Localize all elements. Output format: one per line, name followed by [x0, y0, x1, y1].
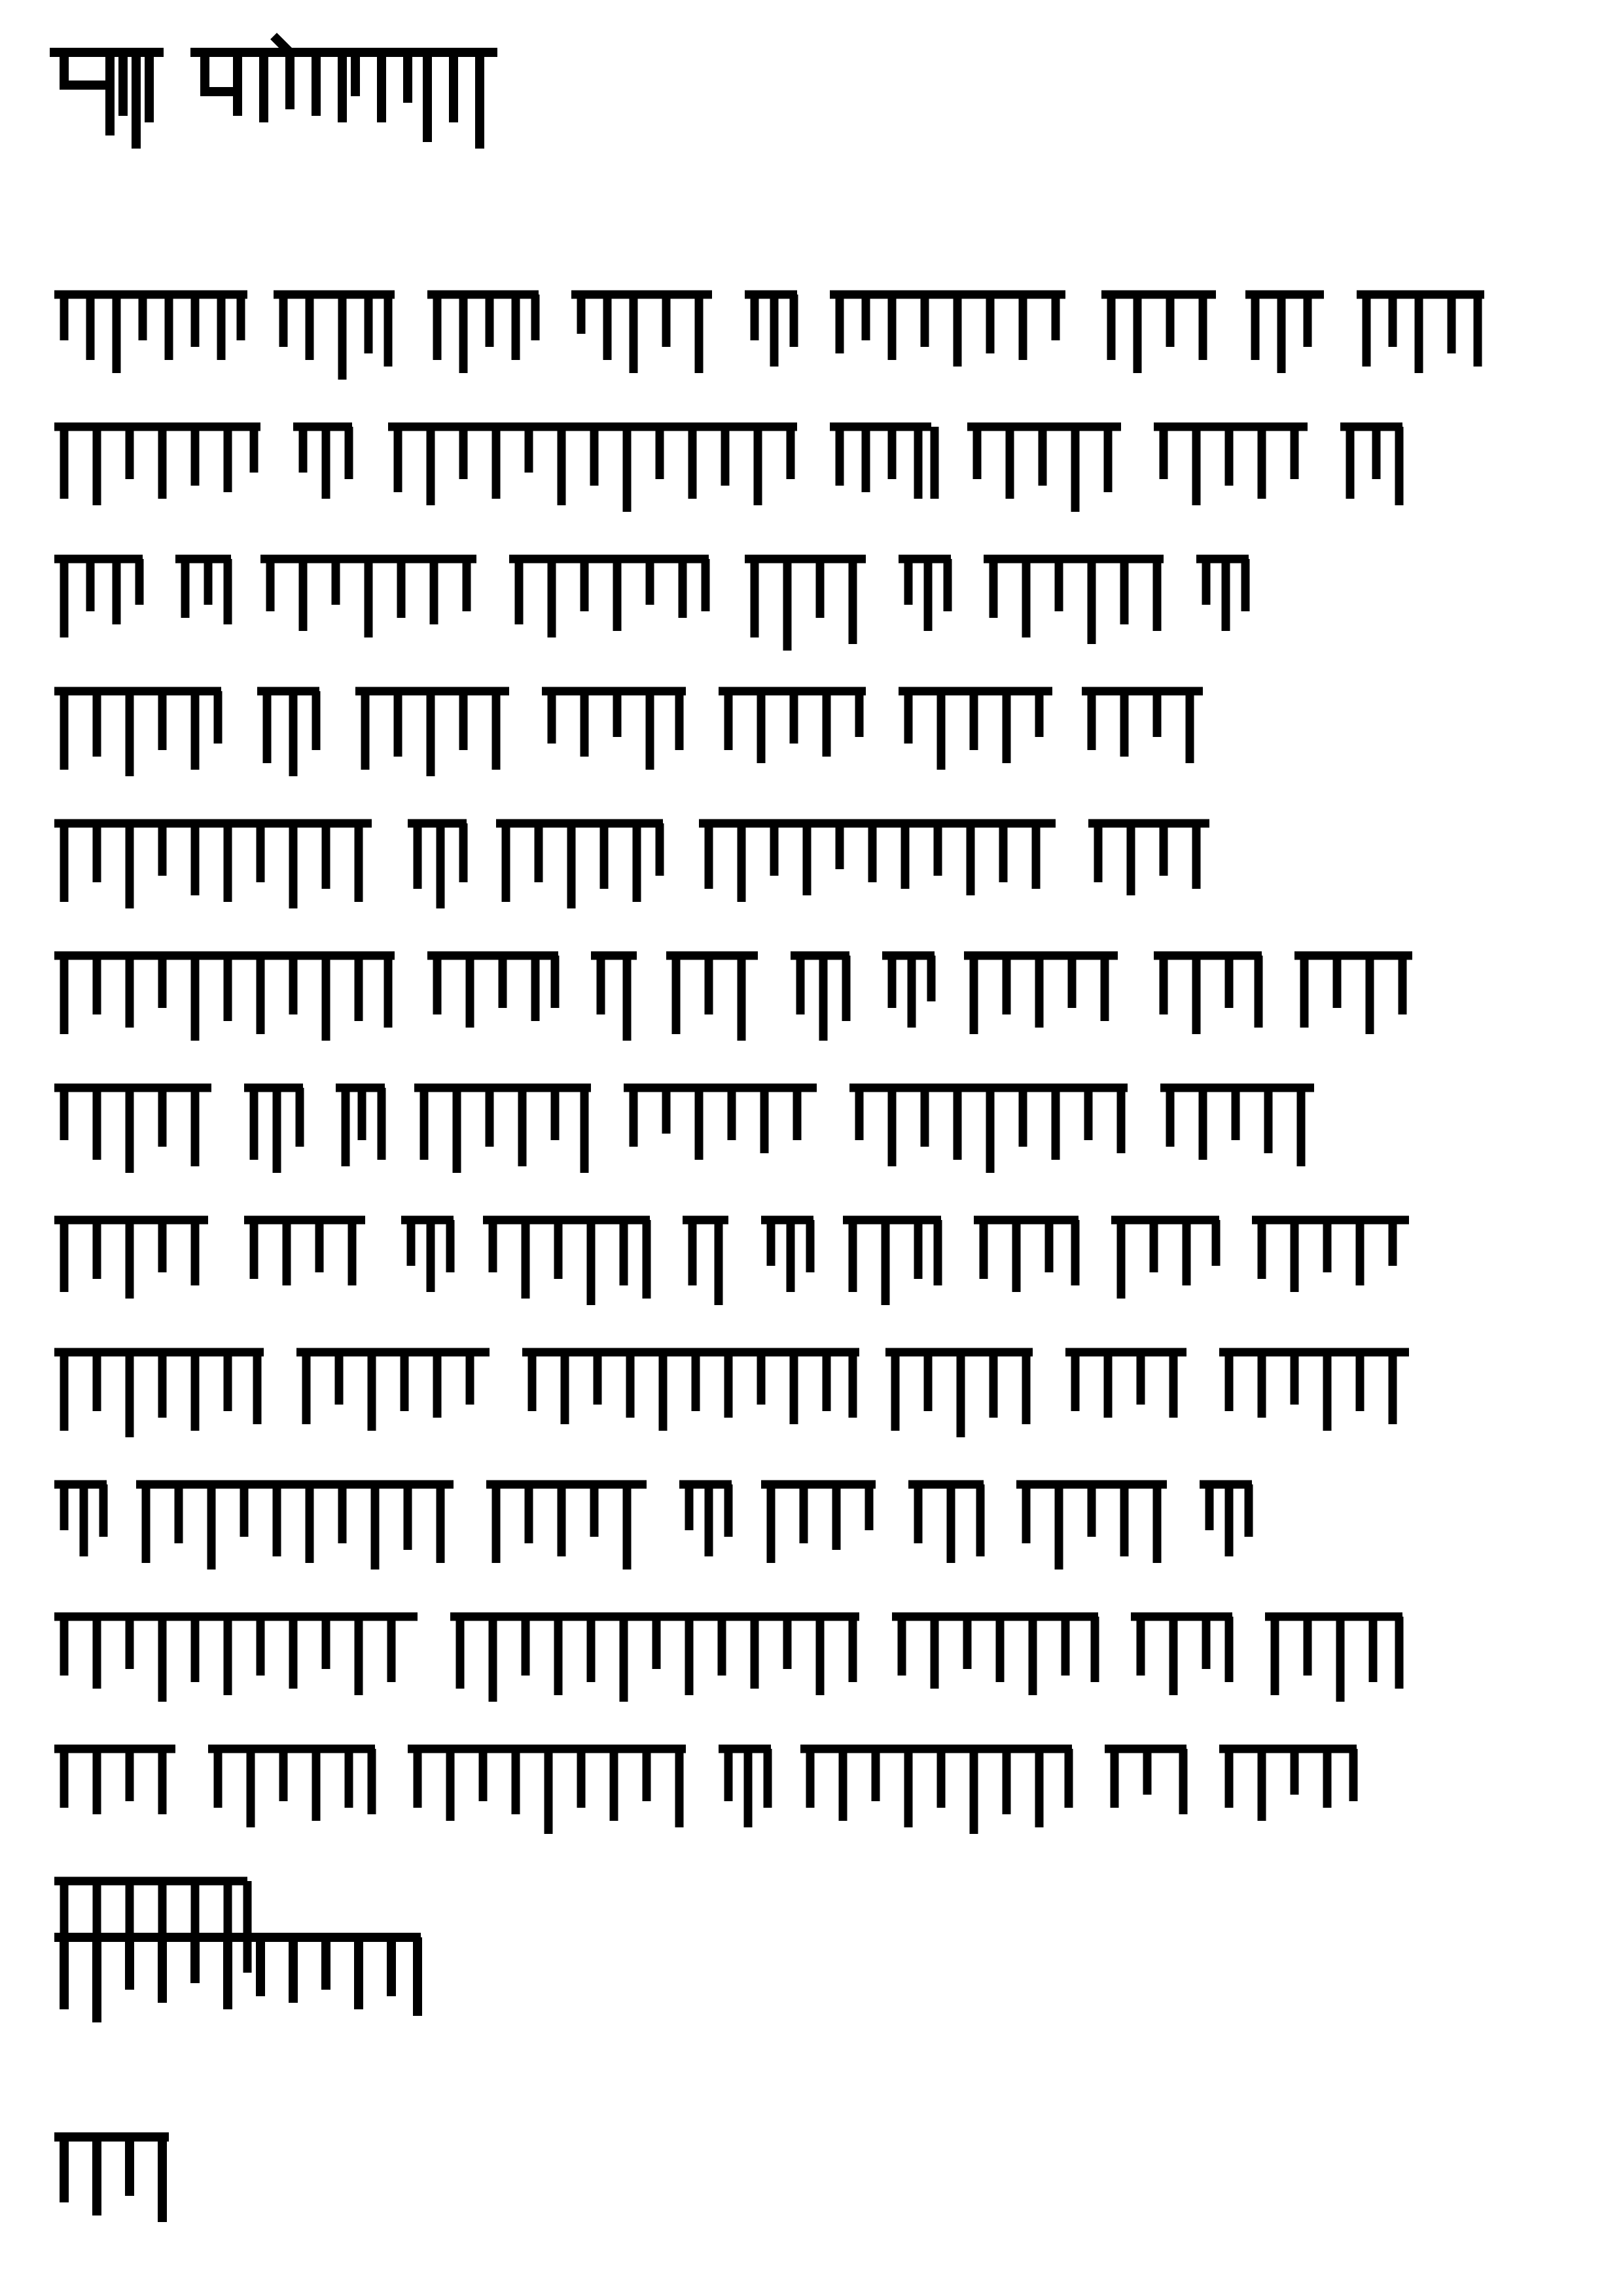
body-line	[51, 1075, 1556, 1181]
body-line	[51, 281, 1556, 387]
body-word	[480, 1207, 656, 1313]
body-word	[257, 546, 483, 652]
body-word	[696, 810, 1062, 916]
body-word	[51, 414, 267, 520]
body-word	[961, 942, 1124, 1049]
body-word	[424, 942, 565, 1049]
body-word	[241, 1075, 310, 1181]
body-word	[398, 1207, 457, 1313]
body-word	[758, 1207, 817, 1313]
body-word	[385, 414, 804, 520]
body-word	[539, 678, 692, 784]
body-line	[51, 546, 1556, 652]
body-word	[663, 942, 764, 1049]
body-line	[51, 1207, 1556, 1313]
body-word	[519, 1339, 866, 1445]
body-word	[1193, 546, 1252, 652]
body-line	[51, 414, 1556, 520]
body-line	[51, 678, 1556, 784]
section-heading	[51, 1924, 1556, 2042]
body-word	[404, 810, 470, 916]
body-word	[51, 281, 254, 387]
body-word	[270, 281, 401, 387]
body-word	[352, 678, 516, 784]
heading-word	[51, 1924, 427, 2030]
body-word	[679, 1207, 732, 1313]
body-word	[51, 1736, 182, 1842]
body-word	[1262, 1604, 1409, 1710]
body-paragraph	[51, 281, 1556, 2000]
body-word	[620, 1075, 823, 1181]
body-word	[1196, 1471, 1255, 1577]
body-word	[758, 1471, 882, 1577]
body-word	[1101, 1736, 1193, 1842]
body-word	[797, 1736, 1079, 1842]
body-word	[290, 414, 355, 520]
body-word	[1353, 281, 1491, 387]
body-word	[741, 281, 800, 387]
body-word	[1216, 1339, 1416, 1445]
body-word	[1150, 942, 1268, 1049]
body-word	[715, 678, 872, 784]
body-word	[889, 1604, 1105, 1710]
body-word	[1062, 1339, 1193, 1445]
body-line	[51, 810, 1556, 916]
body-word	[241, 1207, 372, 1313]
body-word	[51, 1471, 110, 1577]
body-word	[895, 546, 954, 652]
body-word	[51, 942, 401, 1049]
body-word	[1216, 1736, 1363, 1842]
body-word	[51, 546, 149, 652]
body-word	[840, 1207, 948, 1313]
body-line	[51, 1604, 1556, 1710]
document-title	[51, 39, 1556, 170]
body-word	[588, 942, 640, 1049]
body-word	[293, 1339, 496, 1445]
body-word	[483, 1471, 653, 1577]
body-word	[676, 1471, 735, 1577]
body-word	[1157, 1075, 1321, 1181]
body-word	[1085, 810, 1216, 916]
body-word	[51, 1339, 270, 1445]
body-word	[1337, 414, 1409, 520]
body-word	[964, 414, 1128, 520]
body-word	[1079, 678, 1209, 784]
body-line	[51, 1736, 1556, 1842]
body-word	[506, 546, 715, 652]
body-word	[741, 546, 872, 652]
body-word	[493, 810, 669, 916]
body-word	[205, 1736, 382, 1842]
body-word	[447, 1604, 866, 1710]
body-word	[971, 1207, 1085, 1313]
body-word	[1108, 1207, 1226, 1313]
body-word	[787, 942, 856, 1049]
body-word	[133, 1471, 460, 1577]
body-word	[895, 678, 1059, 784]
body-word	[51, 678, 228, 784]
body-word	[254, 678, 326, 784]
body-word	[1150, 414, 1314, 520]
body-word	[424, 281, 545, 387]
body-word	[980, 546, 1170, 652]
heading-word	[51, 2124, 175, 2230]
body-word	[879, 942, 938, 1049]
body-word	[332, 1075, 388, 1181]
body-word	[905, 1471, 990, 1577]
body-word	[411, 1075, 597, 1181]
title-word	[192, 39, 499, 145]
body-word	[172, 546, 234, 652]
body-line	[51, 1471, 1556, 1577]
body-word	[51, 1604, 424, 1710]
body-word	[1128, 1604, 1239, 1710]
body-line	[51, 942, 1556, 1049]
body-line	[51, 1339, 1556, 1445]
body-word	[1249, 1207, 1416, 1313]
body-word	[568, 281, 719, 387]
body-word	[1098, 281, 1222, 387]
body-word	[715, 1736, 774, 1842]
body-word	[1291, 942, 1419, 1049]
title-word	[51, 39, 166, 145]
body-word	[882, 1339, 1039, 1445]
section-heading	[51, 2124, 1556, 2242]
body-word	[846, 1075, 1134, 1181]
body-word	[51, 1075, 218, 1181]
body-word	[827, 414, 938, 520]
body-word	[827, 281, 1072, 387]
body-word	[51, 810, 378, 916]
body-word	[1013, 1471, 1173, 1577]
body-word	[404, 1736, 692, 1842]
body-word	[51, 1207, 215, 1313]
body-word	[1242, 281, 1330, 387]
